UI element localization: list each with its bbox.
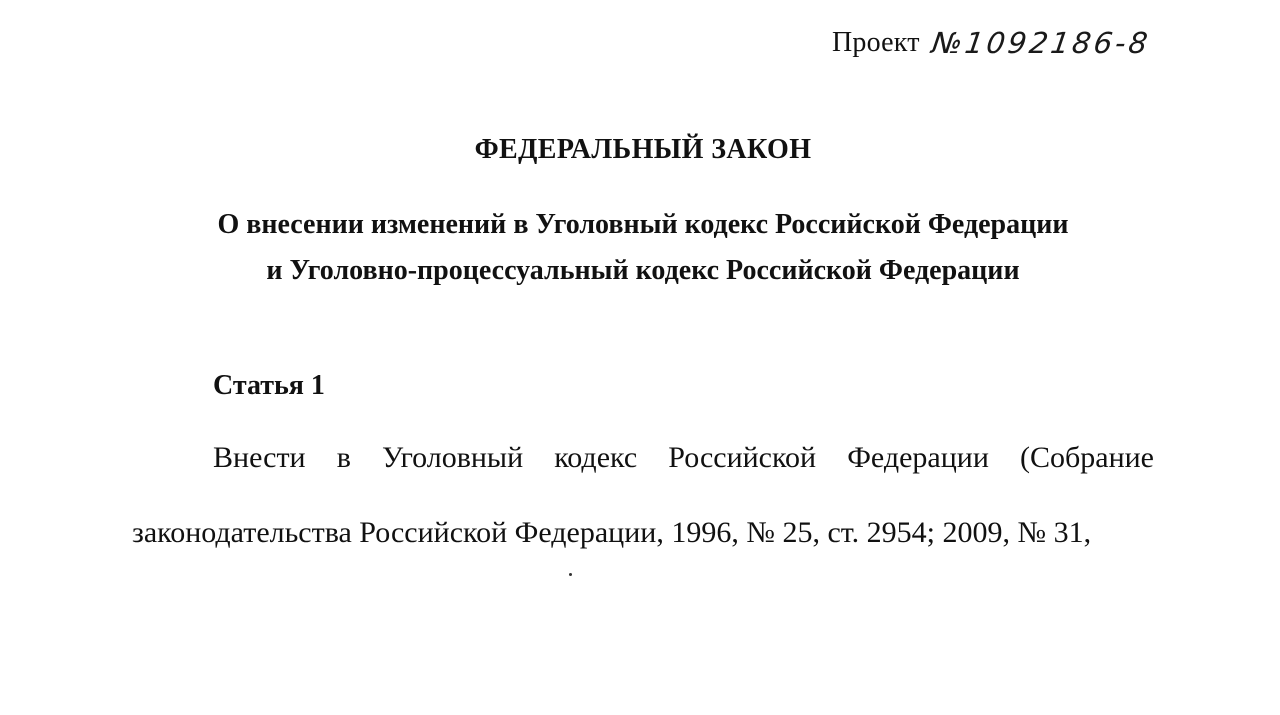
project-label: Проект (832, 27, 920, 58)
law-title: ФЕДЕРАЛЬНЫЙ ЗАКОН (474, 134, 812, 165)
paragraph-line-1: Внести в Уголовный кодекс Российской Федерации (Собрание (213, 441, 1154, 474)
article-heading: Статья 1 (213, 370, 325, 401)
law-subtitle-line-1: О внесении изменений в Уголовный кодекс Российской Федерации (217, 209, 1069, 240)
paragraph-line-2: законодательства Российской Федерации, 1996, № 25, ст. 2954; 2009, № 31, (132, 516, 1092, 549)
project-stamp (832, 20, 1153, 66)
scan-speck (569, 573, 572, 576)
law-subtitle (0, 202, 1280, 294)
law-subtitle-line-2: и Уголовно-процессуальный кодекс Российской Федерации (266, 255, 1020, 286)
project-number-handwritten: №1092186-8 (929, 26, 1153, 60)
